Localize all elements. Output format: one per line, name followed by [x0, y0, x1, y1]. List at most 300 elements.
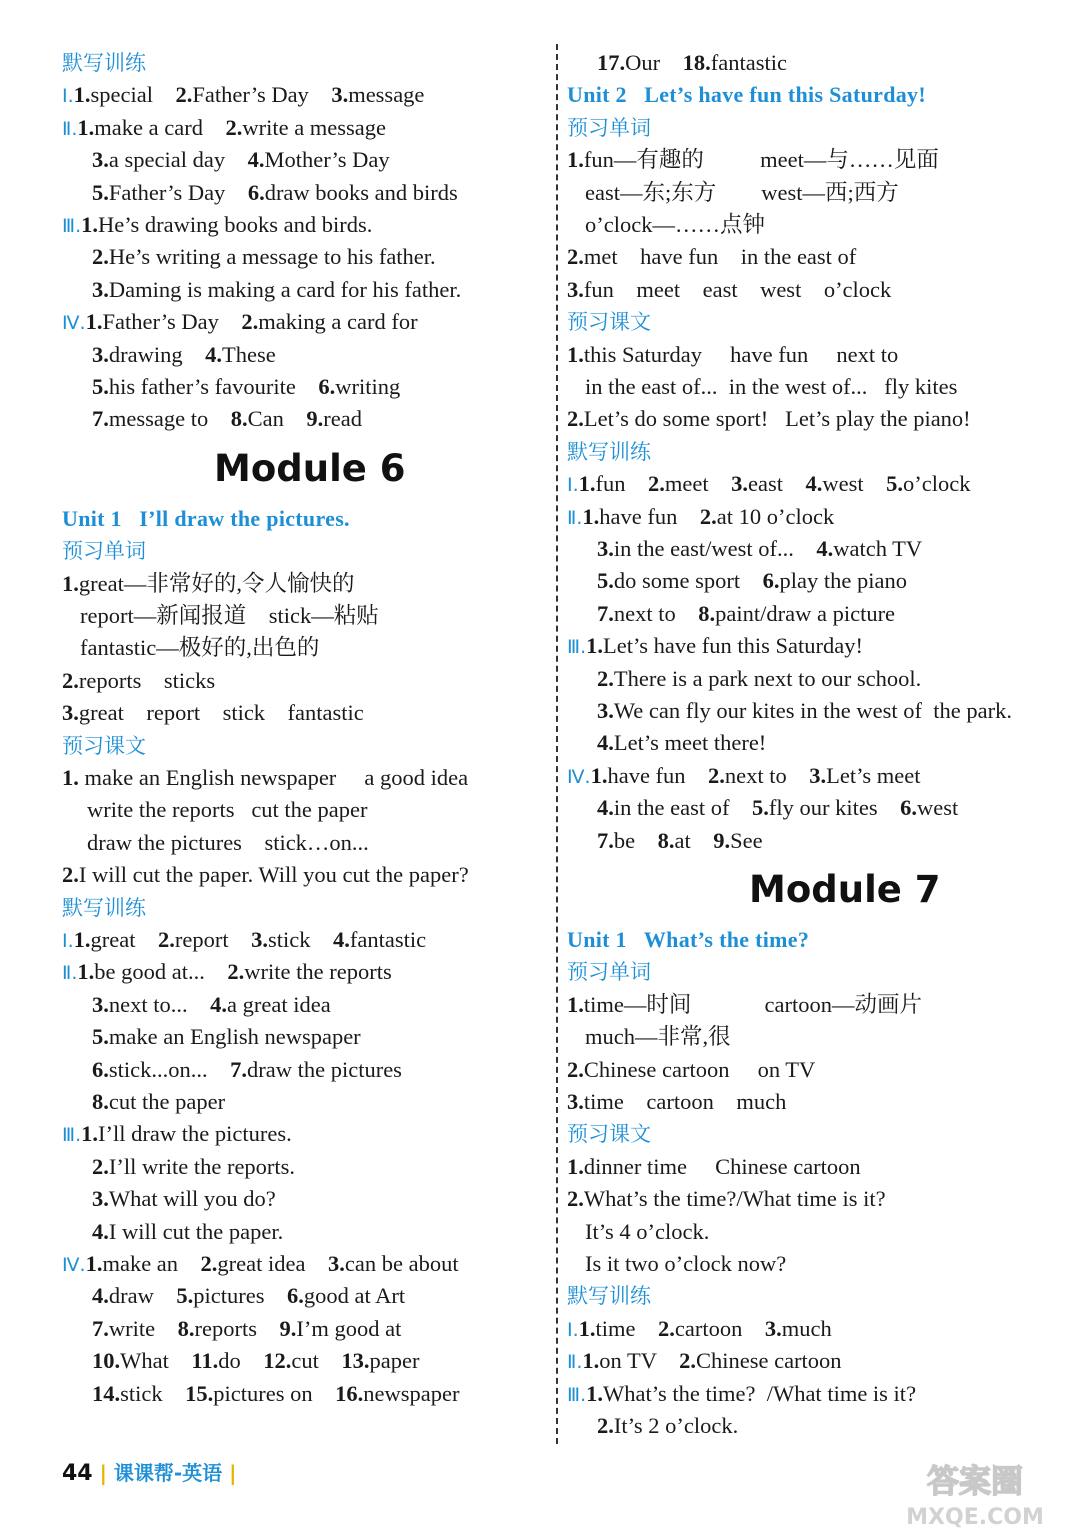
item-answer: stick: [120, 1380, 163, 1406]
roman-numeral: Ⅱ.: [567, 506, 583, 529]
item-answer: message to: [108, 406, 209, 432]
roman-numeral: Ⅱ.: [62, 962, 78, 985]
item-answer: time—时间 cartoon—动画片: [583, 991, 922, 1017]
item-answer: What’s the time? /What time is it?: [603, 1380, 917, 1406]
answer-line: [92, 1217, 283, 1247]
item-number: 2.: [699, 503, 717, 529]
book-title: 课课帮-英语: [113, 1461, 223, 1485]
item-number: 2.: [62, 862, 79, 888]
answer-line: [62, 80, 424, 110]
item-number: 2.: [567, 1056, 584, 1082]
item-answer: drawing: [108, 341, 183, 367]
item-number: 6.: [247, 179, 265, 205]
item-answer: write a message: [242, 114, 387, 140]
item-number: 3.: [764, 1315, 782, 1341]
item-answer: time: [595, 1315, 636, 1341]
item-number: 2.: [567, 406, 584, 432]
item-number: 5.: [92, 374, 109, 399]
item-answer: great—非常好的,令人愉快的: [78, 570, 355, 596]
item-number: 15.: [185, 1380, 214, 1406]
item-number: 2.: [567, 244, 584, 270]
item-answer: play the piano: [779, 568, 907, 594]
item-answer: message: [348, 82, 425, 108]
item-answer: Chinese cartoon: [695, 1348, 842, 1374]
item-answer: He’s drawing books and birds.: [98, 212, 373, 237]
item-answer: in the east/west of...: [613, 536, 794, 561]
item-number: 17.: [597, 50, 626, 75]
item-number: 1.: [582, 1348, 600, 1374]
item-answer: have fun: [599, 503, 678, 529]
item-answer: a special day: [108, 147, 226, 173]
item-number: 4.: [597, 730, 614, 756]
item-number: 2.: [597, 665, 614, 691]
item-answer: I’m good at: [296, 1315, 402, 1341]
item-answer: draw: [108, 1283, 154, 1309]
item-number: 8.: [698, 600, 716, 626]
item-number: 4.: [816, 536, 834, 561]
item-number: 9.: [279, 1315, 297, 1341]
answer-line: [567, 1055, 815, 1085]
section-heading: 预习课文: [567, 1122, 651, 1147]
item-number: 2.: [62, 667, 79, 693]
item-number: 8.: [92, 1089, 109, 1114]
item-number: 3.: [92, 991, 109, 1017]
item-number: 8.: [230, 406, 248, 432]
item-number: 6.: [286, 1283, 304, 1309]
svg-text:答案圈: 答案圈: [926, 1462, 1024, 1500]
item-answer: great report stick fantastic: [78, 700, 364, 726]
item-answer: These: [221, 341, 276, 367]
item-answer: cartoon: [674, 1315, 743, 1341]
answer-line: [567, 1346, 842, 1376]
item-answer: fun: [595, 471, 626, 497]
answer-line: [62, 1249, 459, 1279]
answer-line: [62, 307, 418, 337]
item-answer: reports: [194, 1315, 257, 1341]
answer-line: [62, 1119, 292, 1149]
item-answer: report: [174, 927, 229, 952]
answer-line: [62, 666, 215, 696]
item-number: 14.: [92, 1380, 121, 1406]
item-answer: draw the pictures: [247, 1056, 402, 1082]
answer-line: much—非常,很: [585, 1024, 731, 1050]
answer-line: [62, 113, 386, 143]
item-answer: west: [916, 795, 959, 821]
unit-title: Unit 2 Let’s have fun this Saturday!: [567, 82, 926, 108]
answer-line: [92, 1087, 225, 1117]
answer-line: [567, 469, 970, 499]
item-number: 1.: [586, 633, 604, 659]
item-answer: read: [323, 406, 362, 432]
item-number: 1.: [85, 309, 103, 335]
roman-numeral: Ⅱ.: [567, 1351, 583, 1374]
answer-line: draw the pictures stick…on...: [87, 829, 369, 855]
item-answer: I will cut the paper.: [108, 1218, 284, 1244]
answer-line: [567, 502, 834, 532]
item-number: 1.: [81, 212, 99, 237]
answer-line: [567, 1379, 916, 1409]
item-answer: making a card for: [258, 309, 418, 335]
answer-line: [567, 242, 856, 272]
watermark-logo: [890, 1458, 1060, 1530]
item-answer: be: [613, 827, 636, 853]
item-number: 16.: [335, 1380, 364, 1406]
item-answer: See: [730, 827, 763, 853]
item-number: 2.: [241, 309, 259, 335]
item-number: 3.: [567, 276, 584, 302]
item-number: 1.: [73, 82, 91, 108]
answer-line: [92, 1184, 276, 1214]
item-number: 1.: [567, 147, 584, 173]
answer-line: [92, 242, 436, 272]
answer-line: [92, 145, 390, 175]
item-number: 1.: [590, 762, 608, 788]
item-number: 4.: [92, 1218, 109, 1244]
answer-line: [567, 404, 971, 434]
item-answer: What’s the time?/What time is it?: [583, 1186, 886, 1212]
item-number: 1.: [578, 471, 596, 497]
item-answer: met have fun in the east of: [583, 244, 857, 270]
item-answer: Let’s meet: [826, 762, 921, 788]
item-number: 3.: [251, 927, 268, 952]
item-number: 4.: [92, 1283, 109, 1309]
answer-line: [597, 696, 1012, 726]
item-number: 7.: [230, 1056, 247, 1082]
item-answer: What will you do?: [108, 1186, 276, 1212]
item-answer: make an: [102, 1251, 179, 1276]
item-number: 1.: [81, 1121, 99, 1147]
item-number: 2.: [200, 1251, 218, 1276]
item-number: 1.: [586, 1380, 604, 1406]
module-heading: Module 7: [749, 868, 941, 911]
item-answer: his father’s favourite: [108, 374, 296, 399]
item-number: 6.: [318, 374, 336, 399]
item-number: 8.: [177, 1315, 195, 1341]
section-heading: 预习单词: [567, 960, 651, 985]
roman-numeral: Ⅳ.: [62, 312, 86, 335]
item-answer: east: [748, 471, 783, 497]
item-number: 7.: [597, 827, 614, 853]
unit-title: Unit 1 I’ll draw the pictures.: [62, 505, 350, 531]
item-answer: fantastic: [349, 927, 427, 952]
item-number: 9.: [306, 406, 324, 432]
item-number: 3.: [809, 762, 827, 788]
section-heading: 预习单词: [62, 539, 146, 564]
answer-line: [597, 48, 787, 78]
item-answer: o’clock: [903, 471, 971, 497]
item-number: 2.: [658, 1315, 675, 1341]
item-number: 4.: [247, 147, 265, 173]
column-divider: [556, 44, 558, 1444]
roman-numeral: Ⅰ.: [567, 1318, 579, 1341]
item-number: 2.: [175, 82, 193, 108]
answer-line: [92, 1055, 402, 1085]
item-number: 2.: [92, 244, 109, 270]
item-number: 3.: [92, 276, 109, 302]
item-number: 2.: [158, 927, 175, 952]
item-answer: at: [674, 827, 691, 853]
answer-line: [567, 145, 939, 175]
answer-line: [597, 599, 895, 629]
item-answer: paper: [369, 1348, 420, 1374]
item-answer: Let’s do some sport! Let’s play the piano!: [583, 406, 971, 432]
item-number: 5.: [92, 179, 109, 205]
item-answer: Let’s meet there!: [613, 730, 767, 756]
section-heading: 默写训练: [567, 1284, 651, 1309]
item-answer: Our: [625, 50, 661, 75]
answer-line: [567, 761, 921, 791]
roman-numeral: Ⅲ.: [567, 636, 587, 659]
item-answer: meet: [664, 471, 709, 497]
item-number: 8.: [657, 827, 675, 853]
item-answer: next to...: [108, 991, 188, 1017]
item-answer: time cartoon much: [583, 1089, 787, 1114]
item-number: 2.: [225, 114, 243, 140]
roman-numeral: Ⅰ.: [567, 474, 579, 497]
answer-line: write the reports cut the paper: [87, 797, 368, 823]
item-number: 18.: [682, 50, 711, 75]
item-number: 11.: [191, 1348, 219, 1374]
answer-line: [567, 275, 891, 305]
item-number: 3.: [92, 147, 109, 173]
answer-line: [92, 372, 400, 402]
item-answer: I will cut the paper. Will you cut the paper?: [78, 862, 469, 888]
roman-numeral: Ⅰ.: [62, 85, 74, 108]
item-answer: next to: [724, 762, 787, 788]
item-number: 1.: [567, 1153, 584, 1179]
item-answer: make an English newspaper a good idea: [84, 765, 469, 790]
item-answer: paint/draw a picture: [715, 600, 896, 626]
roman-numeral: Ⅲ.: [62, 1124, 82, 1147]
answer-line: [92, 340, 276, 370]
item-number: 5.: [176, 1283, 194, 1309]
answer-line: fantastic—极好的,出色的: [80, 635, 320, 661]
item-answer: this Saturday have fun next to: [583, 341, 899, 367]
answer-line: [567, 1152, 861, 1182]
answer-line: [62, 698, 364, 728]
item-answer: It’s 2 o’clock.: [613, 1413, 739, 1438]
answer-line: [597, 664, 921, 694]
item-answer: do: [218, 1348, 241, 1374]
item-answer: There is a park next to our school.: [613, 665, 922, 691]
item-number: 2.: [597, 1413, 614, 1438]
item-answer: on TV: [599, 1348, 657, 1374]
item-answer: We can fly our kites in the west of the park.: [613, 698, 1012, 723]
answer-line: [597, 826, 763, 856]
item-answer: west: [822, 471, 864, 497]
item-answer: fun meet east west o’clock: [583, 276, 892, 302]
item-number: 1.: [73, 927, 91, 952]
item-answer: Mother’s Day: [264, 147, 390, 173]
section-heading: 预习课文: [62, 733, 146, 758]
item-answer: fun—有趣的 meet—与……见面: [583, 147, 939, 173]
answer-line: [567, 1314, 832, 1344]
answer-line: [92, 990, 331, 1020]
answer-line: report—新闻报道 stick—粘贴: [80, 603, 379, 628]
item-number: 7.: [92, 406, 109, 432]
module-heading: Module 6: [214, 446, 406, 490]
item-answer: reports sticks: [78, 667, 216, 693]
item-number: 3.: [92, 341, 109, 367]
answer-line: [597, 566, 907, 596]
item-number: 2.: [92, 1153, 109, 1179]
item-number: 2.: [567, 1186, 584, 1212]
item-answer: draw books and birds: [264, 179, 458, 205]
item-number: 2.: [227, 959, 245, 985]
item-answer: write: [108, 1315, 156, 1341]
item-number: 3.: [331, 82, 349, 108]
answer-line: [567, 1087, 786, 1117]
answer-line: [567, 990, 922, 1020]
page-footer: 44 | 课课帮-英语 |: [62, 1461, 237, 1486]
item-answer: have fun: [607, 762, 686, 788]
answer-line: [92, 1281, 405, 1311]
answer-line: [597, 793, 958, 823]
answer-line: [567, 1184, 886, 1214]
item-number: 7.: [597, 600, 614, 626]
item-answer: special: [90, 82, 153, 108]
item-answer: at 10 o’clock: [716, 503, 835, 529]
item-answer: great: [90, 927, 136, 952]
answer-line: [92, 1314, 401, 1344]
item-number: 3.: [92, 1186, 109, 1212]
roman-numeral: Ⅲ.: [567, 1383, 587, 1406]
item-answer: Can: [247, 406, 284, 432]
item-answer: stick...on...: [108, 1056, 208, 1082]
item-answer: fantastic: [710, 50, 787, 75]
item-answer: Let’s have fun this Saturday!: [603, 633, 863, 659]
roman-numeral: Ⅳ.: [567, 765, 591, 788]
item-number: 5.: [886, 471, 903, 497]
item-answer: make an English newspaper: [108, 1024, 361, 1050]
item-number: 12.: [263, 1348, 292, 1374]
item-answer: pictures: [193, 1283, 265, 1309]
item-number: 10.: [92, 1348, 121, 1374]
answer-line: [62, 763, 468, 793]
item-answer: fly our kites: [768, 795, 878, 821]
roman-numeral: Ⅲ.: [62, 215, 82, 237]
item-number: 5.: [597, 568, 614, 594]
item-number: 3.: [597, 698, 614, 723]
item-number: 3.: [597, 536, 614, 561]
item-answer: good at Art: [303, 1283, 406, 1309]
item-number: 1.: [578, 1315, 596, 1341]
answer-line: [567, 340, 898, 370]
item-answer: Daming is making a card for his father.: [108, 276, 462, 302]
item-number: 2.: [679, 1348, 696, 1374]
item-answer: write the reports: [244, 959, 392, 985]
item-answer: do some sport: [613, 568, 741, 594]
section-heading: 默写训练: [62, 51, 146, 75]
answer-line: [597, 1411, 738, 1441]
item-number: 1.: [567, 341, 584, 367]
item-number: 1.: [582, 503, 600, 529]
item-answer: in the east of: [613, 795, 730, 821]
item-number: 5.: [92, 1024, 109, 1050]
item-answer: next to: [613, 600, 676, 626]
answer-line: [62, 925, 426, 955]
item-number: 3.: [731, 471, 749, 497]
item-number: 6.: [762, 568, 780, 594]
item-number: 13.: [341, 1348, 370, 1374]
answer-line: [62, 957, 392, 987]
item-number: 1.: [62, 765, 85, 790]
item-answer: dinner time Chinese cartoon: [583, 1153, 861, 1179]
item-answer: I’ll draw the pictures.: [98, 1121, 292, 1147]
item-number: 4.: [597, 795, 614, 821]
answer-line: [92, 1022, 361, 1052]
answer-line: [597, 534, 922, 564]
answer-line: [92, 275, 461, 305]
item-answer: pictures on: [213, 1380, 313, 1406]
item-answer: watch TV: [833, 536, 923, 561]
answer-line: Is it two o’clock now?: [585, 1251, 787, 1276]
item-answer: newspaper: [363, 1380, 460, 1406]
item-answer: Chinese cartoon on TV: [583, 1056, 816, 1082]
roman-numeral: Ⅳ.: [62, 1254, 86, 1276]
answer-line: [62, 860, 469, 890]
section-heading: 预习单词: [567, 115, 651, 140]
item-number: 5.: [751, 795, 769, 821]
item-answer: cut: [291, 1348, 319, 1374]
answer-line: in the east of... in the west of... fly kites: [585, 374, 958, 399]
item-number: 9.: [713, 827, 731, 853]
answer-line: o’clock—……点钟: [585, 212, 765, 237]
item-answer: I’ll write the reports.: [108, 1153, 296, 1179]
page-number: 44: [62, 1461, 93, 1486]
answer-line: It’s 4 o’clock.: [585, 1218, 710, 1244]
item-answer: great idea: [217, 1251, 306, 1276]
answer-line: [567, 631, 863, 661]
section-heading: 默写训练: [567, 439, 651, 464]
item-number: 1.: [567, 991, 584, 1017]
item-number: 2.: [648, 471, 665, 497]
item-answer: be good at...: [94, 959, 205, 985]
item-answer: stick: [267, 927, 311, 952]
answer-line: [62, 569, 354, 599]
item-number: 4.: [805, 471, 823, 497]
item-number: 4.: [205, 341, 222, 367]
answer-line: [92, 1346, 419, 1376]
item-number: 1.: [77, 959, 95, 985]
item-answer: cut the paper: [108, 1089, 226, 1114]
item-answer: Father’s Day: [108, 179, 226, 205]
item-answer: a great idea: [227, 991, 331, 1017]
item-answer: What: [120, 1348, 169, 1374]
item-answer: writing: [335, 374, 401, 399]
item-number: 1.: [77, 114, 95, 140]
item-number: 1.: [85, 1251, 103, 1276]
answer-line: [597, 728, 766, 758]
item-answer: Father’s Day: [192, 82, 309, 108]
item-answer: make a card: [94, 114, 203, 140]
answer-line: [92, 178, 458, 208]
item-answer: can be about: [344, 1251, 459, 1276]
svg-text:MXQE.COM: MXQE.COM: [906, 1505, 1044, 1530]
answer-line: [62, 210, 372, 240]
item-number: 6.: [92, 1056, 109, 1082]
item-number: 3.: [567, 1089, 584, 1114]
item-number: 7.: [92, 1315, 109, 1341]
item-number: 4.: [210, 991, 227, 1017]
section-heading: 默写训练: [62, 895, 146, 920]
item-number: 6.: [900, 795, 917, 821]
unit-title: Unit 1 What’s the time?: [567, 927, 810, 952]
item-number: 4.: [332, 927, 350, 952]
section-heading: 预习课文: [567, 310, 651, 335]
item-answer: Father’s Day: [102, 309, 219, 335]
answer-line: [92, 1379, 459, 1409]
